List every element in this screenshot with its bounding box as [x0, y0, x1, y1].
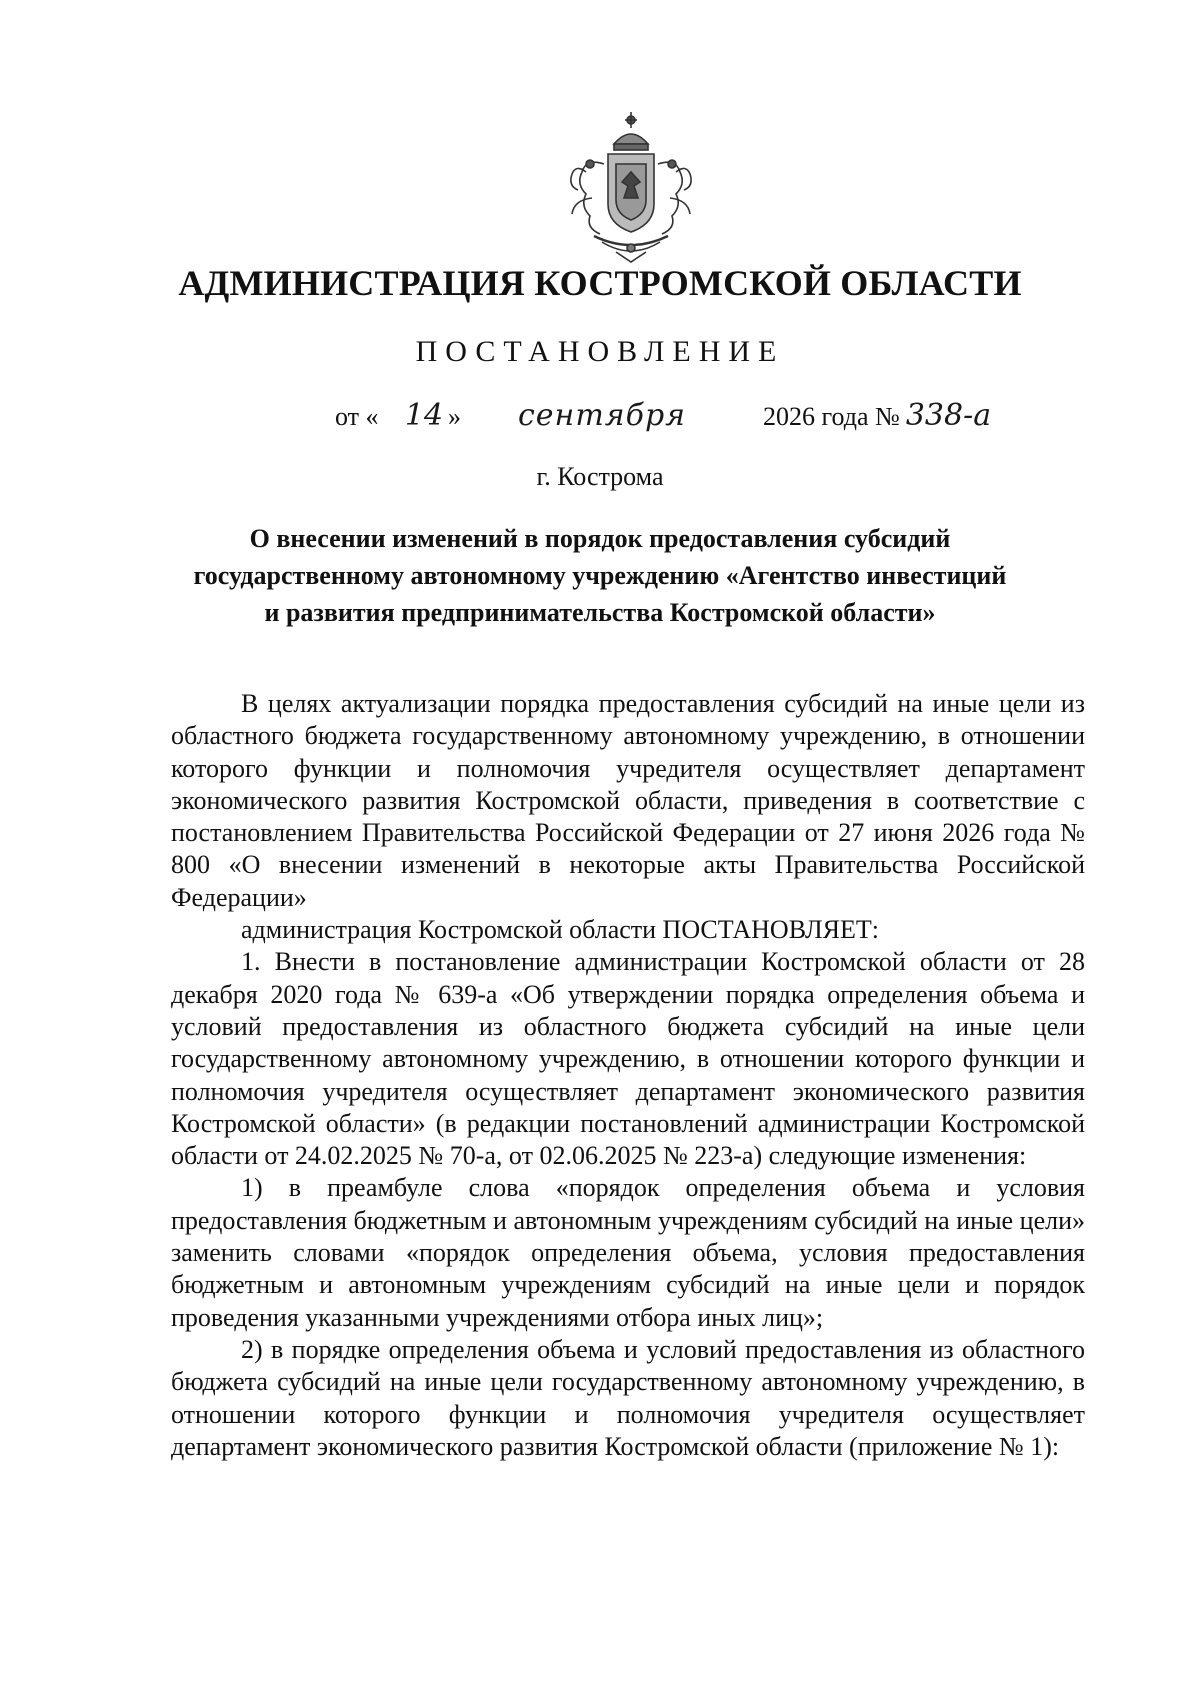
date-line	[335, 398, 991, 433]
date-prefix: от «	[335, 402, 379, 431]
coat-of-arms-icon	[546, 102, 716, 272]
resolution-paragraph: администрация Костромской области ПОСТАНОВЛЯЕТ:	[241, 915, 880, 945]
title-line: государственному автономному учреждению «Агентство инвестиций	[193, 561, 1007, 590]
document-body	[171, 688, 1085, 1463]
title-line: О внесении изменений в порядок предоставления субсидий	[249, 524, 951, 553]
item-1-paragraph: 1. Внести в постановление администрации Костромской области от 28 декабря 2020 года № 639-а «Об утверждении порядка определения объема и условий предоставления из областного бюджета субсидий на иные цели государственному автономному учреждению, в отношении которого функции и полномочия учредителя осуществляет департамент экономического развития Костромской области» (в редакции постановлений администрации Костромской области от 24.02.2025 № 70-а, от 02.06.2025 № 223-а) следующие изменения:	[171, 947, 1085, 1171]
date-year: 2026 года №	[763, 402, 900, 431]
item-1-2-paragraph: 2) в порядке определения объема и условий предоставления из областного бюджета субсидий на иные цели государственному автономному учреждению, в отношении которого функции и полномочия учредителя осуществляет департамент экономического развития Костромской области (приложение № 1):	[171, 1334, 1085, 1461]
date-close-quote: »	[448, 402, 461, 431]
document-title	[150, 520, 1050, 631]
title-line: и развития предпринимательства Костромской области»	[264, 598, 936, 627]
city: г. Кострома	[536, 462, 664, 491]
date-month: сентября	[518, 398, 687, 433]
organization-name: АДМИНИСТРАЦИЯ КОСТРОМСКОЙ ОБЛАСТИ	[178, 263, 1022, 303]
document-number: 338-а	[905, 398, 992, 433]
document-type: ПОСТАНОВЛЕНИЕ	[415, 335, 785, 368]
preamble-paragraph: В целях актуализации порядка предоставления субсидий на иные цели из областного бюджета государственному автономному учреждению, в отношении которого функции и полномочия учредителя осуществляет департамент экономического развития Костромской области, приведения в соответствие с постановлением Правительства Российской Федерации от 27 июня 2026 года № 800 «О внесении изменений в некоторые акты Правительства Российской Федерации»	[171, 689, 1085, 912]
date-day: 14	[404, 398, 444, 433]
item-1-1-paragraph: 1) в преамбуле слова «порядок определения объема и условия предоставления бюджетным и автономным учреждениям субсидий на иные цели» заменить словами «порядок определения объема, условия предоставления бюджетным и автономным учреждениям субсидий на иные цели и порядок проведения указанными учреждениями отбора иных лиц»;	[171, 1173, 1085, 1332]
